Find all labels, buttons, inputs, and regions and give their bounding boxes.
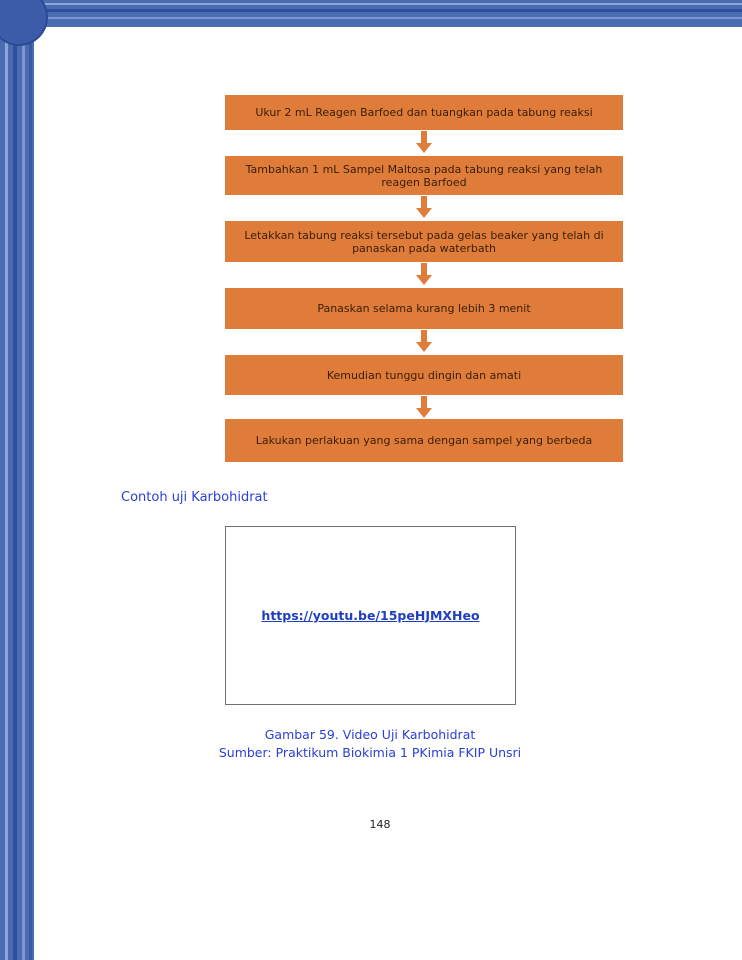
flow-step-1: Ukur 2 mL Reagen Barfoed dan tuangkan pada tabung reaksi (225, 95, 623, 130)
figure-caption-title: Gambar 59. Video Uji Karbohidrat (264, 727, 476, 742)
corner-ornament (0, 0, 46, 44)
video-frame (225, 526, 516, 705)
flow-arrow-icon (416, 131, 432, 155)
flow-step-2: Tambahkan 1 mL Sampel Maltosa pada tabung reaksi yang telah reagen Barfoed (225, 156, 623, 195)
flow-step-3: Letakkan tabung reaksi tersebut pada gelas beaker yang telah di panaskan pada waterbath (225, 221, 623, 262)
flow-step-6: Lakukan perlakuan yang sama dengan sampel yang berbeda (225, 419, 623, 462)
flow-arrow-icon (416, 330, 432, 354)
flow-step-4: Panaskan selama kurang lebih 3 menit (225, 288, 623, 329)
flow-step-5: Kemudian tunggu dingin dan amati (225, 355, 623, 395)
video-link[interactable]: https://youtu.be/15peHJMXHeo (261, 608, 480, 623)
flow-arrow-icon (416, 196, 432, 220)
flow-arrow-icon (416, 263, 432, 287)
page-top-border (0, 0, 742, 27)
page-number: 148 (369, 818, 391, 831)
page-left-border (0, 0, 34, 960)
section-heading: Contoh uji Karbohidrat (121, 490, 268, 505)
flow-arrow-icon (416, 396, 432, 420)
figure-caption-source: Sumber: Praktikum Biokimia 1 PKimia FKIP Unsri (218, 745, 522, 760)
